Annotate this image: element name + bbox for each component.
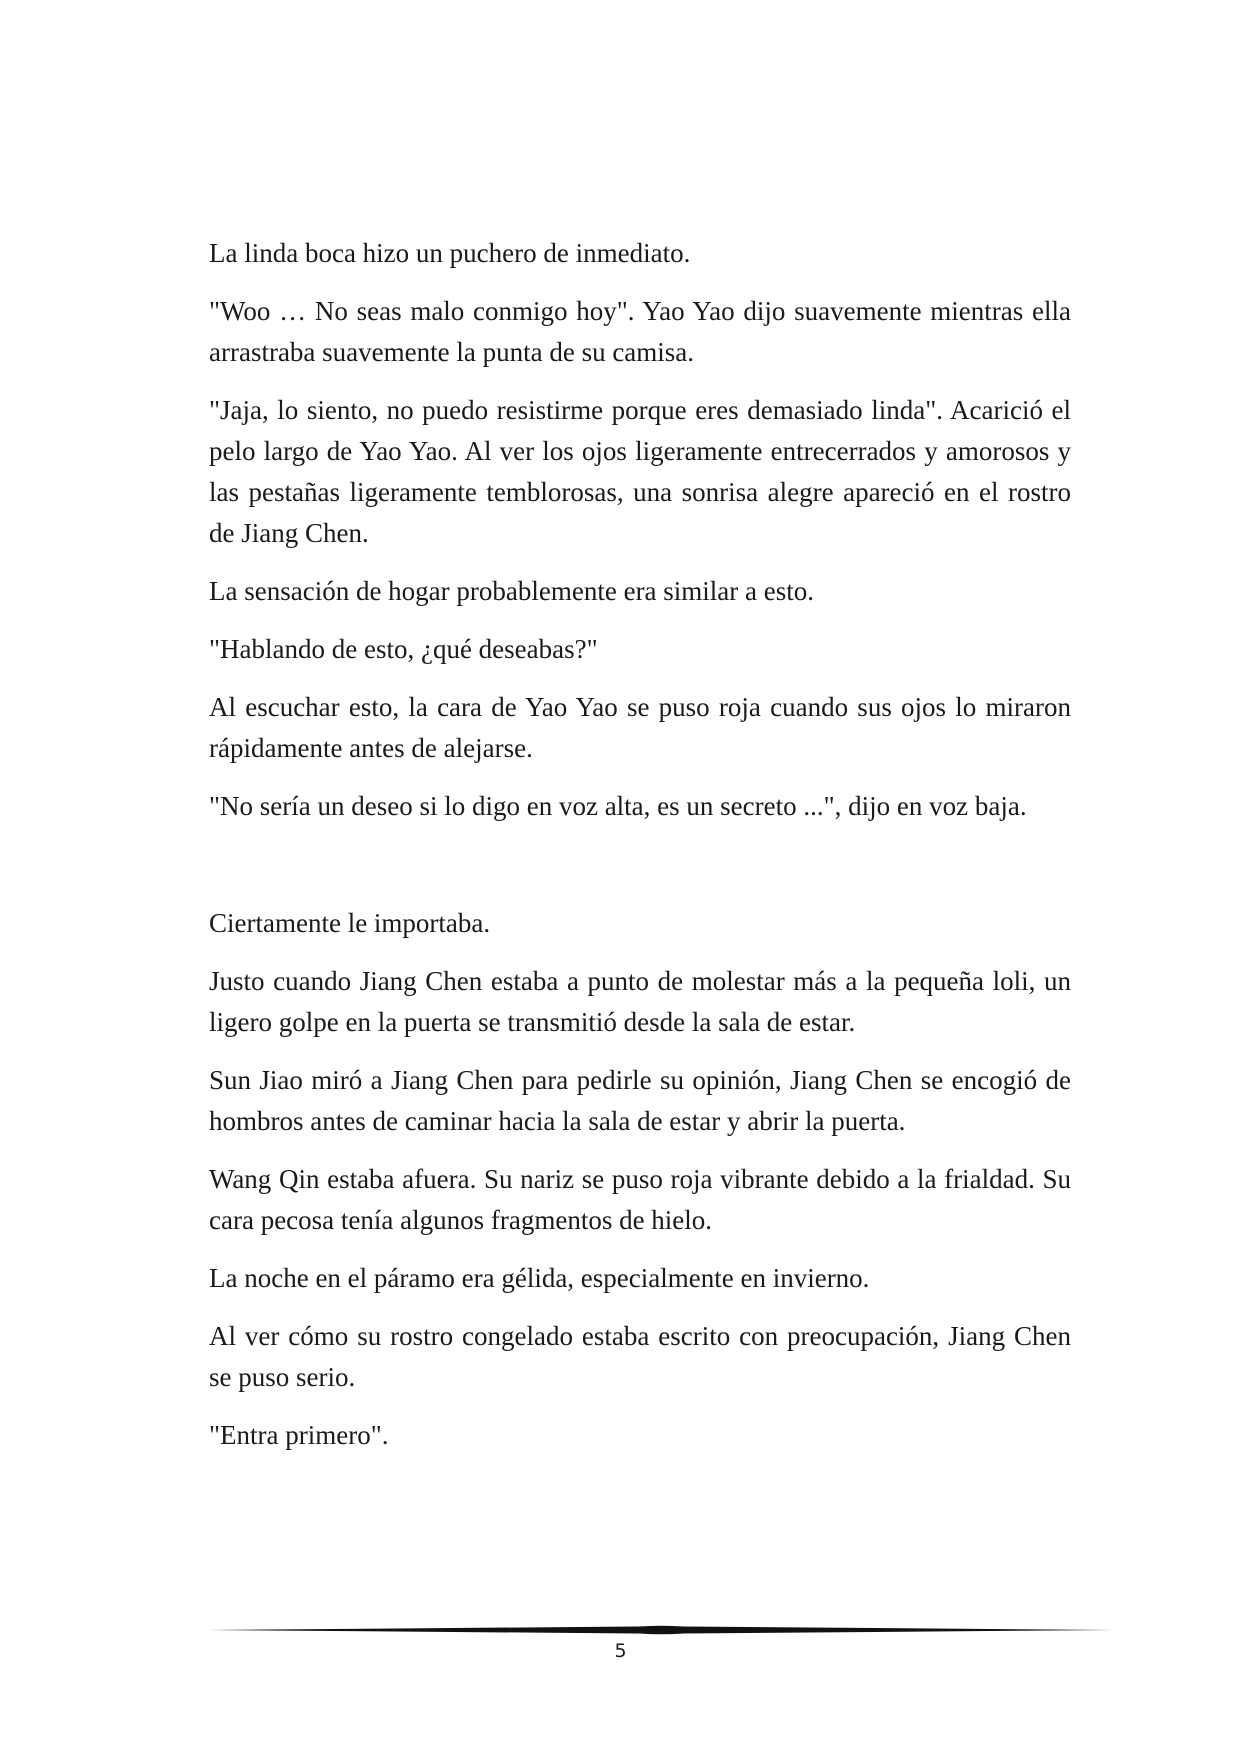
paragraph: "Woo … No seas malo conmigo hoy". Yao Yao dijo suavemente mientras ella arrastraba suavemente la punta de su camisa.	[209, 296, 1071, 367]
paragraph: La noche en el páramo era gélida, especialmente en invierno.	[209, 1263, 870, 1293]
footer-divider	[209, 1624, 1114, 1636]
paragraph: La linda boca hizo un puchero de inmediato.	[209, 238, 691, 268]
body-text	[209, 233, 1071, 1473]
paragraph: Sun Jiao miró a Jiang Chen para pedirle su opinión, Jiang Chen se encogió de hombros antes de caminar hacia la sala de estar y abrir la puerta.	[209, 1065, 1071, 1136]
paragraph: "No sería un deseo si lo digo en voz alta, es un secreto ...", dijo en voz baja.	[209, 791, 1027, 821]
section-gap	[209, 844, 1071, 903]
paragraph: Al escuchar esto, la cara de Yao Yao se puso roja cuando sus ojos lo miraron rápidamente antes de alejarse.	[209, 692, 1071, 763]
paragraph: "Jaja, lo siento, no puedo resistirme porque eres demasiado linda". Acarició el pelo largo de Yao Yao. Al ver los ojos ligeramente entrecerrados y amorosos y las pestañas ligeramente temblorosas, una sonrisa alegre apareció en el rostro de Jiang Chen.	[209, 395, 1071, 548]
paragraph: Justo cuando Jiang Chen estaba a punto de molestar más a la pequeña loli, un ligero golpe en la puerta se transmitió desde la sala de estar.	[209, 966, 1071, 1037]
paragraph: La sensación de hogar probablemente era similar a esto.	[209, 576, 815, 606]
page-number: 5	[614, 1640, 627, 1662]
paragraph: Al ver cómo su rostro congelado estaba escrito con preocupación, Jiang Chen se puso serio.	[209, 1321, 1071, 1392]
paragraph: "Hablando de esto, ¿qué deseabas?"	[209, 634, 598, 664]
paragraph: Wang Qin estaba afuera. Su nariz se puso roja vibrante debido a la frialdad. Su cara pecosa tenía algunos fragmentos de hielo.	[209, 1164, 1071, 1235]
paragraph: Ciertamente le importaba.	[209, 908, 491, 938]
paragraph: "Entra primero".	[209, 1420, 389, 1450]
